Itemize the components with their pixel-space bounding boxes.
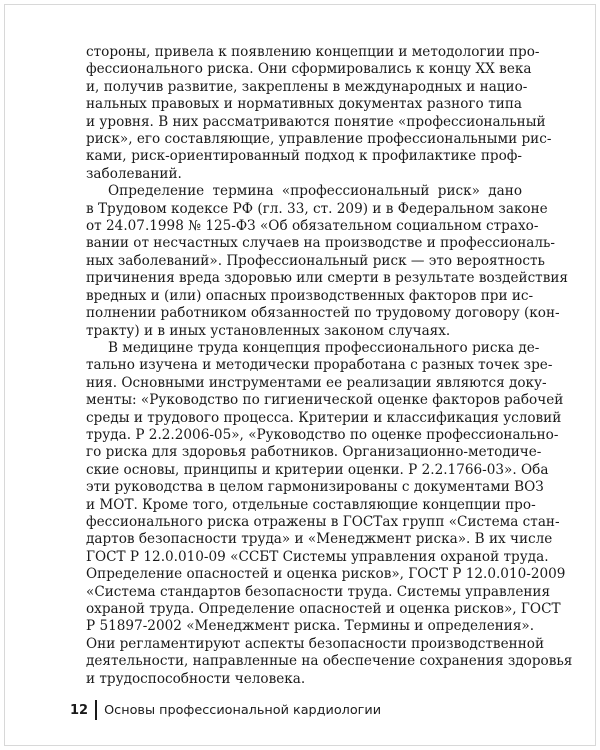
text-line: Р 51897-2002 «Менеджмент риска. Термины и определения».	[86, 618, 535, 635]
page-number: 12	[70, 702, 89, 718]
text-line: менты: «Руководство по гигиенической оценке факторов рабочей	[86, 392, 564, 409]
running-title: Основы профессиональной кардиологии	[104, 702, 382, 718]
text-line: дартов безопасности труда» и «Менеджмент риска». В их числе	[86, 531, 553, 548]
paragraph	[86, 44, 552, 183]
text-line: вредных и (или) опасных производственных факторов при ис-	[86, 287, 534, 304]
text-line: охраной труда. Определение опасностей и оценка рисков», ГОСТ	[86, 601, 561, 617]
text-line: ных заболеваний». Профессиональный риск — это вероятность	[86, 252, 545, 269]
body-text	[86, 44, 573, 688]
text-line: и трудоспособности человека.	[86, 670, 306, 687]
page-footer	[70, 700, 381, 720]
text-line: стороны, привела к появлению концепции и методологии про-	[86, 44, 540, 60]
text-line: Определение термина «профессиональный риск» дано	[108, 183, 522, 200]
text-line: и МОТ. Кроме того, отдельные составляющие концепции про-	[86, 496, 536, 513]
text-line: ния. Основными инструментами ее реализации являются доку-	[86, 374, 547, 391]
text-line: в Трудовом кодексе РФ (гл. 33, ст. 209) и в Федеральном законе	[86, 200, 548, 217]
text-line: Они регламентируют аспекты безопасности производственной	[86, 635, 544, 652]
text-line: тракту) и в иных установленных законом случаях.	[86, 322, 451, 339]
text-line: фессионального риска. Они сформировались к концу XX века	[86, 61, 532, 78]
text-line: риск», его составляющие, управление профессиональными рис-	[86, 131, 552, 148]
text-line: труда. Р 2.2.2006-05», «Руководство по оценке профессионально-	[86, 426, 559, 443]
text-line: го риска для здоровья работников. Организационно-методиче-	[86, 444, 542, 461]
text-line: тально изучена и методически проработана с разных точек зре-	[86, 357, 553, 374]
text-line: В медицине труда концепция профессионального риска де-	[108, 339, 540, 356]
paragraph	[86, 183, 568, 340]
text-line: и, получив развитие, закреплены в международных и нацио-	[86, 78, 528, 95]
paragraph	[86, 339, 573, 688]
text-line: заболеваний.	[86, 165, 182, 182]
text-line: ГОСТ Р 12.0.010-09 «ССБТ Системы управления охраной труда.	[86, 548, 549, 565]
text-line: вании от несчастных случаев на производстве и профессиональ-	[86, 235, 555, 252]
text-line: эти руководства в целом гармонизированы с документами ВОЗ	[86, 479, 544, 496]
text-line: полнении работником обязанностей по трудовому договору (кон-	[86, 305, 560, 322]
text-line: фессионального риска отражены в ГОСТах групп «Система стан-	[86, 513, 560, 530]
text-line: причинения вреда здоровью или смерти в результате воздействия	[86, 270, 568, 287]
text-line: ками, риск-ориентированный подход к профилактике проф-	[86, 148, 522, 165]
footer-divider	[95, 700, 97, 720]
text-line: нальных правовых и нормативных документах разного типа	[86, 96, 522, 113]
text-line: среды и трудового процесса. Критерии и классификация условий	[86, 409, 562, 426]
text-line: от 24.07.1998 № 125-ФЗ «Об обязательном социальном страхо-	[86, 218, 539, 235]
text-line: и уровня. В них рассматриваются понятие «профессиональный	[86, 113, 546, 130]
text-line: деятельности, направленные на обеспечение сохранения здоровья	[86, 653, 573, 670]
text-line: «Система стандартов безопасности труда. Системы управления	[86, 583, 551, 600]
text-line: Определение опасностей и оценка рисков», ГОСТ Р 12.0.010-2009	[86, 566, 566, 583]
text-line: ские основы, принципы и критерии оценки. Р 2.2.1766-03». Оба	[86, 461, 549, 478]
